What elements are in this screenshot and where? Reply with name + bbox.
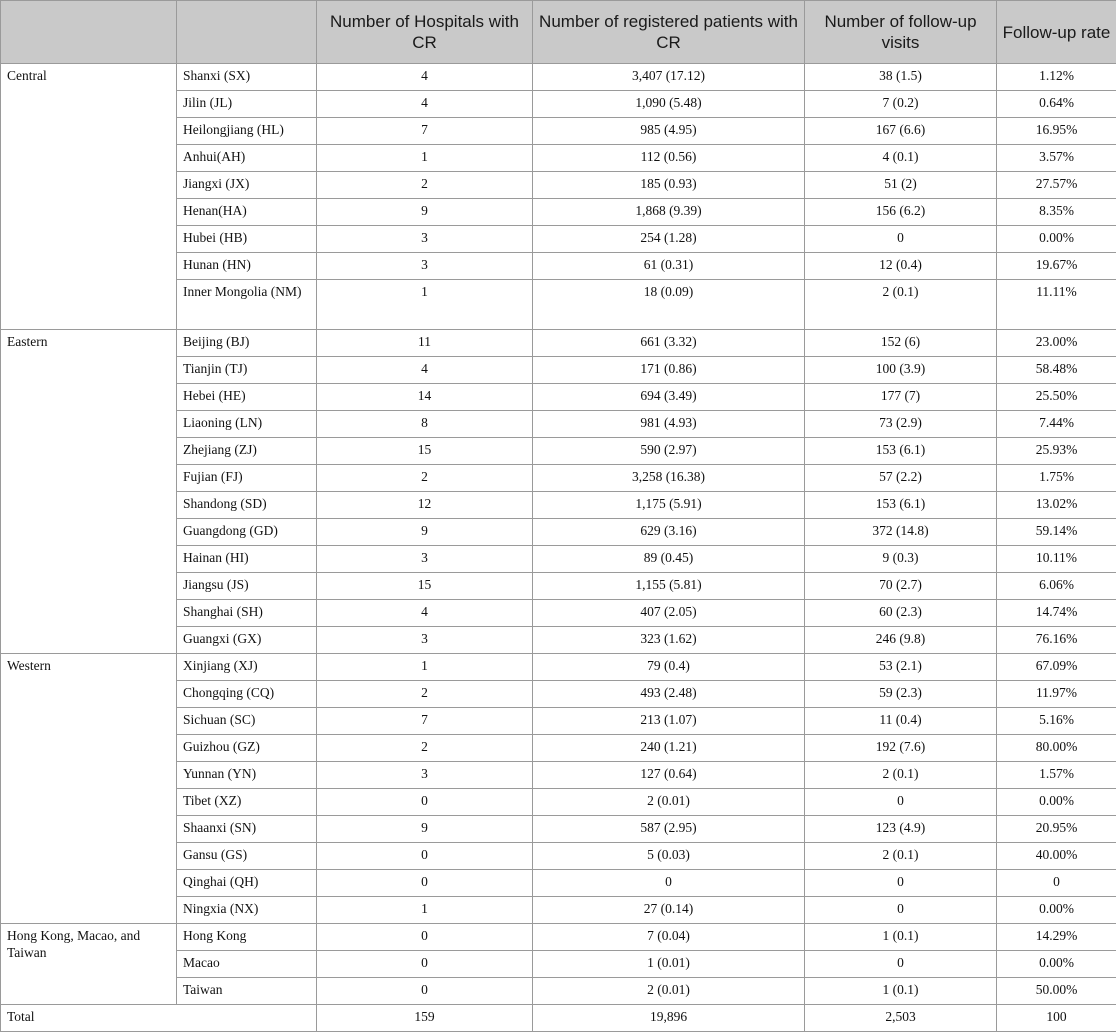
- region-cell: Hong Kong, Macao, and Taiwan: [1, 924, 177, 1005]
- hospitals-cell: 3: [317, 627, 533, 654]
- follow-up-visits-cell: 59 (2.3): [805, 681, 997, 708]
- follow-up-rate-cell: 14.29%: [997, 924, 1116, 951]
- hospitals-cell: 12: [317, 492, 533, 519]
- province-cell: Guangxi (GX): [177, 627, 317, 654]
- hospitals-cell: 3: [317, 546, 533, 573]
- total-follow-up-visits: 2,503: [805, 1005, 997, 1032]
- province-cell: Shanghai (SH): [177, 600, 317, 627]
- region-cell: Eastern: [1, 330, 177, 654]
- registered-patients-cell: 254 (1.28): [533, 226, 805, 253]
- registered-patients-cell: 0: [533, 870, 805, 897]
- total-label: Total: [1, 1005, 317, 1032]
- follow-up-visits-cell: 153 (6.1): [805, 438, 997, 465]
- registered-patients-cell: 587 (2.95): [533, 816, 805, 843]
- province-cell: Zhejiang (ZJ): [177, 438, 317, 465]
- province-cell: Sichuan (SC): [177, 708, 317, 735]
- province-cell: Inner Mongolia (NM): [177, 280, 317, 330]
- registered-patients-cell: 323 (1.62): [533, 627, 805, 654]
- follow-up-visits-cell: 12 (0.4): [805, 253, 997, 280]
- hospitals-cell: 2: [317, 735, 533, 762]
- province-cell: Macao: [177, 951, 317, 978]
- follow-up-rate-cell: 40.00%: [997, 843, 1116, 870]
- follow-up-rate-cell: 6.06%: [997, 573, 1116, 600]
- header-follow-up-visits: Number of follow-up visits: [805, 1, 997, 64]
- follow-up-rate-cell: 5.16%: [997, 708, 1116, 735]
- total-registered-patients: 19,896: [533, 1005, 805, 1032]
- hospitals-cell: 9: [317, 199, 533, 226]
- hospitals-cell: 1: [317, 280, 533, 330]
- province-cell: Hunan (HN): [177, 253, 317, 280]
- follow-up-visits-cell: 0: [805, 226, 997, 253]
- hospitals-cell: 15: [317, 573, 533, 600]
- follow-up-rate-cell: 59.14%: [997, 519, 1116, 546]
- province-cell: Yunnan (YN): [177, 762, 317, 789]
- follow-up-rate-cell: 14.74%: [997, 600, 1116, 627]
- header-province: [177, 1, 317, 64]
- province-cell: Qinghai (QH): [177, 870, 317, 897]
- header-hospitals: Number of Hospitals with CR: [317, 1, 533, 64]
- province-cell: Shaanxi (SN): [177, 816, 317, 843]
- region-cell: Western: [1, 654, 177, 924]
- province-cell: Henan(HA): [177, 199, 317, 226]
- hospitals-cell: 1: [317, 145, 533, 172]
- follow-up-visits-cell: 0: [805, 897, 997, 924]
- registered-patients-cell: 629 (3.16): [533, 519, 805, 546]
- hospitals-cell: 1: [317, 654, 533, 681]
- follow-up-visits-cell: 38 (1.5): [805, 64, 997, 91]
- follow-up-visits-cell: 51 (2): [805, 172, 997, 199]
- registered-patients-cell: 27 (0.14): [533, 897, 805, 924]
- follow-up-rate-cell: 67.09%: [997, 654, 1116, 681]
- registered-patients-cell: 213 (1.07): [533, 708, 805, 735]
- registered-patients-cell: 61 (0.31): [533, 253, 805, 280]
- hospitals-cell: 7: [317, 708, 533, 735]
- province-cell: Guangdong (GD): [177, 519, 317, 546]
- province-cell: Guizhou (GZ): [177, 735, 317, 762]
- registered-patients-cell: 89 (0.45): [533, 546, 805, 573]
- follow-up-rate-cell: 16.95%: [997, 118, 1116, 145]
- table-row: [1, 330, 1116, 357]
- hospitals-cell: 0: [317, 951, 533, 978]
- follow-up-rate-cell: 0.00%: [997, 897, 1116, 924]
- registered-patients-cell: 79 (0.4): [533, 654, 805, 681]
- province-cell: Heilongjiang (HL): [177, 118, 317, 145]
- follow-up-visits-cell: 11 (0.4): [805, 708, 997, 735]
- follow-up-rate-cell: 20.95%: [997, 816, 1116, 843]
- follow-up-rate-cell: 8.35%: [997, 199, 1116, 226]
- follow-up-visits-cell: 70 (2.7): [805, 573, 997, 600]
- follow-up-rate-cell: 25.50%: [997, 384, 1116, 411]
- follow-up-visits-cell: 192 (7.6): [805, 735, 997, 762]
- follow-up-visits-cell: 53 (2.1): [805, 654, 997, 681]
- follow-up-rate-cell: 0.64%: [997, 91, 1116, 118]
- follow-up-rate-cell: 1.12%: [997, 64, 1116, 91]
- hospitals-cell: 0: [317, 870, 533, 897]
- hospitals-cell: 3: [317, 762, 533, 789]
- table-row: [1, 64, 1116, 91]
- province-cell: Beijing (BJ): [177, 330, 317, 357]
- total-hospitals: 159: [317, 1005, 533, 1032]
- province-cell: Tibet (XZ): [177, 789, 317, 816]
- follow-up-visits-cell: 123 (4.9): [805, 816, 997, 843]
- hospitals-cell: 4: [317, 600, 533, 627]
- follow-up-visits-cell: 153 (6.1): [805, 492, 997, 519]
- hospitals-cell: 3: [317, 253, 533, 280]
- follow-up-visits-cell: 0: [805, 789, 997, 816]
- registered-patients-cell: 127 (0.64): [533, 762, 805, 789]
- province-cell: Chongqing (CQ): [177, 681, 317, 708]
- table-body: [1, 64, 1116, 1005]
- registered-patients-cell: 1,175 (5.91): [533, 492, 805, 519]
- registered-patients-cell: 7 (0.04): [533, 924, 805, 951]
- registered-patients-cell: 694 (3.49): [533, 384, 805, 411]
- registered-patients-cell: 3,258 (16.38): [533, 465, 805, 492]
- follow-up-rate-cell: 0.00%: [997, 226, 1116, 253]
- hospitals-cell: 0: [317, 843, 533, 870]
- follow-up-visits-cell: 9 (0.3): [805, 546, 997, 573]
- registered-patients-cell: 2 (0.01): [533, 978, 805, 1005]
- registered-patients-cell: 493 (2.48): [533, 681, 805, 708]
- province-cell: Hainan (HI): [177, 546, 317, 573]
- hospitals-cell: 0: [317, 978, 533, 1005]
- follow-up-rate-cell: 7.44%: [997, 411, 1116, 438]
- province-cell: Taiwan: [177, 978, 317, 1005]
- follow-up-visits-cell: 73 (2.9): [805, 411, 997, 438]
- follow-up-visits-cell: 167 (6.6): [805, 118, 997, 145]
- hospitals-cell: 3: [317, 226, 533, 253]
- province-cell: Hubei (HB): [177, 226, 317, 253]
- province-cell: Jiangsu (JS): [177, 573, 317, 600]
- registered-patients-cell: 661 (3.32): [533, 330, 805, 357]
- follow-up-rate-cell: 13.02%: [997, 492, 1116, 519]
- registered-patients-cell: 981 (4.93): [533, 411, 805, 438]
- follow-up-visits-cell: 177 (7): [805, 384, 997, 411]
- province-cell: Jilin (JL): [177, 91, 317, 118]
- follow-up-rate-cell: 0: [997, 870, 1116, 897]
- hospitals-cell: 8: [317, 411, 533, 438]
- registered-patients-cell: 18 (0.09): [533, 280, 805, 330]
- registered-patients-cell: 185 (0.93): [533, 172, 805, 199]
- registered-patients-cell: 5 (0.03): [533, 843, 805, 870]
- province-cell: Xinjiang (XJ): [177, 654, 317, 681]
- registered-patients-cell: 2 (0.01): [533, 789, 805, 816]
- province-cell: Tianjin (TJ): [177, 357, 317, 384]
- registered-patients-cell: 407 (2.05): [533, 600, 805, 627]
- follow-up-visits-cell: 2 (0.1): [805, 280, 997, 330]
- hospitals-cell: 15: [317, 438, 533, 465]
- hospitals-cell: 4: [317, 357, 533, 384]
- province-cell: Hong Kong: [177, 924, 317, 951]
- province-cell: Gansu (GS): [177, 843, 317, 870]
- follow-up-visits-cell: 57 (2.2): [805, 465, 997, 492]
- follow-up-visits-cell: 100 (3.9): [805, 357, 997, 384]
- follow-up-rate-cell: 0.00%: [997, 789, 1116, 816]
- follow-up-rate-cell: 1.75%: [997, 465, 1116, 492]
- follow-up-rate-cell: 0.00%: [997, 951, 1116, 978]
- registered-patients-cell: 985 (4.95): [533, 118, 805, 145]
- follow-up-visits-cell: 1 (0.1): [805, 978, 997, 1005]
- hospitals-cell: 2: [317, 172, 533, 199]
- table-footer: [1, 1005, 1116, 1032]
- follow-up-visits-cell: 1 (0.1): [805, 924, 997, 951]
- registered-patients-cell: 240 (1.21): [533, 735, 805, 762]
- registered-patients-cell: 590 (2.97): [533, 438, 805, 465]
- header-registered-patients: Number of registered patients with CR: [533, 1, 805, 64]
- follow-up-rate-cell: 25.93%: [997, 438, 1116, 465]
- registered-patients-cell: 112 (0.56): [533, 145, 805, 172]
- header-row: [1, 1, 1116, 64]
- follow-up-rate-cell: 1.57%: [997, 762, 1116, 789]
- follow-up-visits-cell: 4 (0.1): [805, 145, 997, 172]
- hospitals-cell: 9: [317, 816, 533, 843]
- follow-up-rate-cell: 11.97%: [997, 681, 1116, 708]
- registered-patients-cell: 1 (0.01): [533, 951, 805, 978]
- follow-up-visits-cell: 60 (2.3): [805, 600, 997, 627]
- registered-patients-cell: 171 (0.86): [533, 357, 805, 384]
- hospitals-cell: 2: [317, 465, 533, 492]
- follow-up-visits-cell: 2 (0.1): [805, 843, 997, 870]
- follow-up-rate-cell: 76.16%: [997, 627, 1116, 654]
- follow-up-rate-cell: 19.67%: [997, 253, 1116, 280]
- hospitals-cell: 2: [317, 681, 533, 708]
- province-cell: Hebei (HE): [177, 384, 317, 411]
- follow-up-visits-cell: 0: [805, 951, 997, 978]
- follow-up-visits-cell: 0: [805, 870, 997, 897]
- hospitals-cell: 11: [317, 330, 533, 357]
- province-cell: Jiangxi (JX): [177, 172, 317, 199]
- province-cell: Shanxi (SX): [177, 64, 317, 91]
- province-cell: Liaoning (LN): [177, 411, 317, 438]
- hospitals-cell: 9: [317, 519, 533, 546]
- follow-up-visits-cell: 156 (6.2): [805, 199, 997, 226]
- province-cell: Shandong (SD): [177, 492, 317, 519]
- follow-up-visits-cell: 152 (6): [805, 330, 997, 357]
- registered-patients-cell: 1,868 (9.39): [533, 199, 805, 226]
- hospitals-cell: 14: [317, 384, 533, 411]
- table-row: [1, 654, 1116, 681]
- table-header: [1, 1, 1116, 64]
- follow-up-rate-cell: 11.11%: [997, 280, 1116, 330]
- total-follow-up-rate: 100: [997, 1005, 1116, 1032]
- follow-up-visits-cell: 246 (9.8): [805, 627, 997, 654]
- follow-up-rate-cell: 27.57%: [997, 172, 1116, 199]
- header-region: [1, 1, 177, 64]
- follow-up-rate-cell: 23.00%: [997, 330, 1116, 357]
- hospitals-cell: 4: [317, 91, 533, 118]
- hospitals-cell: 1: [317, 897, 533, 924]
- follow-up-rate-cell: 58.48%: [997, 357, 1116, 384]
- hospitals-cell: 0: [317, 924, 533, 951]
- total-row: [1, 1005, 1116, 1032]
- follow-up-rate-cell: 50.00%: [997, 978, 1116, 1005]
- follow-up-visits-cell: 7 (0.2): [805, 91, 997, 118]
- registered-patients-cell: 1,090 (5.48): [533, 91, 805, 118]
- region-cell: Central: [1, 64, 177, 330]
- follow-up-rate-cell: 10.11%: [997, 546, 1116, 573]
- follow-up-rate-cell: 3.57%: [997, 145, 1116, 172]
- header-follow-up-rate: Follow-up rate: [997, 1, 1116, 64]
- follow-up-visits-cell: 2 (0.1): [805, 762, 997, 789]
- province-cell: Ningxia (NX): [177, 897, 317, 924]
- province-cell: Anhui(AH): [177, 145, 317, 172]
- follow-up-visits-cell: 372 (14.8): [805, 519, 997, 546]
- follow-up-rate-cell: 80.00%: [997, 735, 1116, 762]
- province-cell: Fujian (FJ): [177, 465, 317, 492]
- hospitals-cell: 4: [317, 64, 533, 91]
- hospitals-cell: 0: [317, 789, 533, 816]
- registered-patients-cell: 1,155 (5.81): [533, 573, 805, 600]
- table-row: [1, 924, 1116, 951]
- hospitals-cell: 7: [317, 118, 533, 145]
- registered-patients-cell: 3,407 (17.12): [533, 64, 805, 91]
